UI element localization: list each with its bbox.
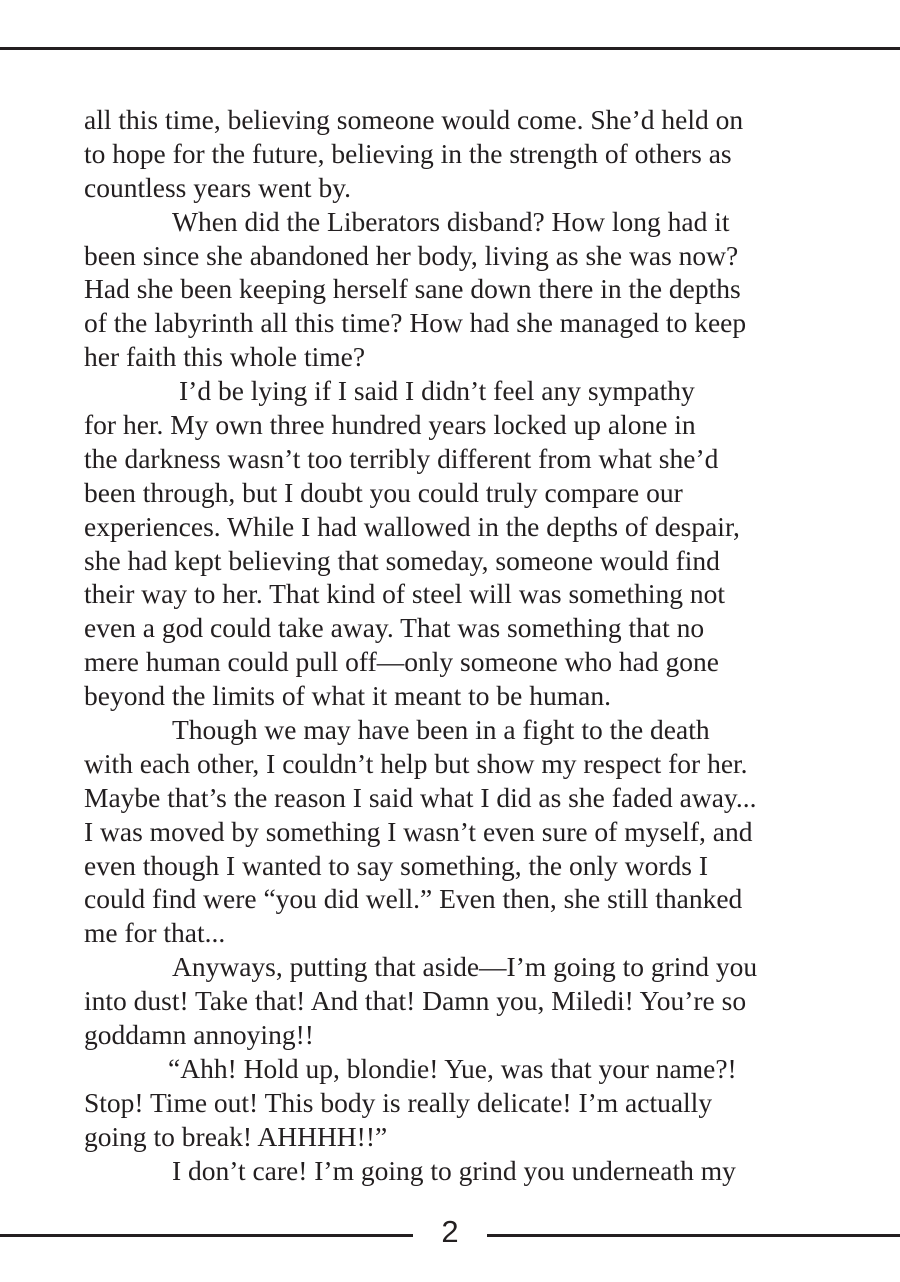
text-line: going to break! AHHHH!!” (84, 1120, 388, 1152)
text-line: her faith this whole time? (84, 341, 366, 373)
text-line: been since she abandoned her body, living as she was now? (84, 239, 739, 271)
footer-rule-right (487, 1234, 900, 1237)
text-line: to hope for the future, believing in the strength of others as (84, 137, 732, 169)
text-line: with each other, I couldn’t help but show my respect for her. (84, 747, 748, 779)
text-line: countless years went by. (84, 171, 352, 203)
text-line: beyond the limits of what it meant to be human. (84, 680, 611, 712)
text-line: for her. My own three hundred years locked up alone in (84, 409, 696, 441)
text-line: goddamn annoying!! (84, 1019, 314, 1051)
text-line: me for that... (84, 917, 226, 949)
paragraph-start-line: Though we may have been in a fight to the death (172, 714, 710, 746)
text-line: could find were “you did well.” Even then, she still thanked (84, 883, 743, 915)
footer-rule-left (0, 1234, 413, 1237)
text-line: all this time, believing someone would come. She’d held on (84, 104, 744, 135)
text-line: of the labyrinth all this time? How had she managed to keep (84, 307, 747, 339)
text-line: into dust! Take that! And that! Damn you, Miledi! You’re so (84, 985, 747, 1017)
text-line: mere human could pull off—only someone who had gone (84, 646, 719, 678)
page-number: 2 (441, 1214, 459, 1249)
text-line: Had she been keeping herself sane down there in the depths (84, 273, 741, 305)
text-line: Stop! Time out! This body is really delicate! I’m actually (84, 1086, 713, 1118)
paragraph-start-line: When did the Liberators disband? How long had it (172, 205, 730, 237)
text-line: she had kept believing that someday, someone would find (84, 544, 720, 576)
text-line: I was moved by something I wasn’t even sure of myself, and (84, 815, 753, 847)
page-body-text (84, 103, 804, 1188)
text-line: Maybe that’s the reason I said what I did as she faded away... (84, 781, 757, 813)
text-line: even though I wanted to say something, the only words I (84, 849, 708, 881)
paragraph-start-line: I’d be lying if I said I didn’t feel any sympathy (179, 375, 695, 407)
paragraph-start-line: Anyways, putting that aside—I’m going to grind you (172, 951, 758, 983)
text-line: been through, but I doubt you could truly compare our (84, 476, 683, 508)
text-line: the darkness wasn’t too terribly different from what she’d (84, 442, 719, 474)
paragraph-start-line: “Ahh! Hold up, blondie! Yue, was that your name?! (168, 1052, 737, 1084)
text-line: even a god could take away. That was something that no (84, 612, 705, 644)
text-line: their way to her. That kind of steel will was something not (84, 578, 726, 610)
text-line: experiences. While I had wallowed in the depths of despair, (84, 510, 740, 542)
paragraph-start-line: I don’t care! I’m going to grind you underneath my (172, 1154, 736, 1186)
top-rule (0, 47, 900, 50)
